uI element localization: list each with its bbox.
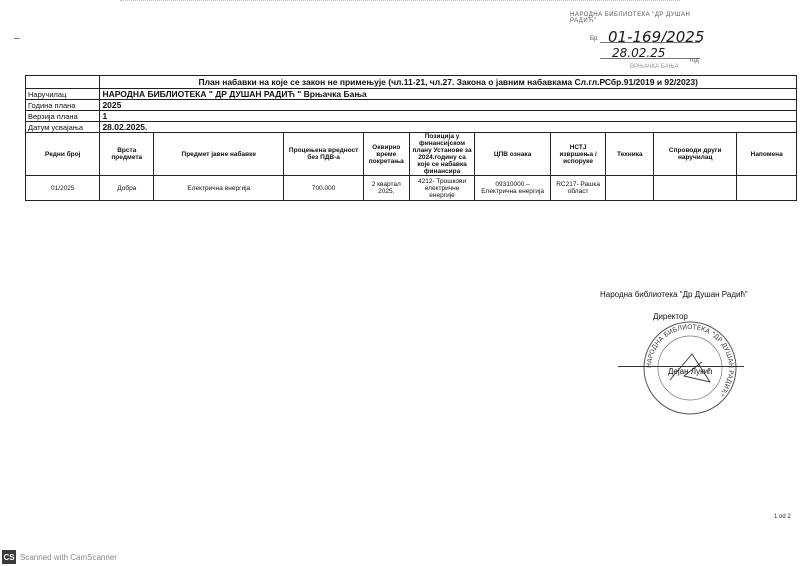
meta-value: НАРОДНА БИБЛИОТЕКА " ДР ДУШАН РАДИЋ " Врњачка Бања (100, 89, 797, 100)
table-cell (737, 176, 797, 201)
table-cell: Добра (100, 176, 154, 201)
plan-title: План набавки на које се закон не примењује (чл.11-21, чл.27. Закона о јавним набавкама Сл.гл.РСбр.91/2019 и 92/2023) (100, 76, 797, 89)
meta-value: 2025 (100, 100, 797, 111)
meta-label: Датум усвајања (26, 122, 100, 133)
column-header: Техника (606, 133, 654, 176)
procurement-plan-table (25, 75, 797, 201)
stamp-number: 01-169/2025 (608, 28, 705, 46)
meta-label: Верзија плана (26, 111, 100, 122)
stamp-city: ВРЊАЧКА БАЊА (630, 64, 679, 70)
stamp-prefix: Бр. (590, 36, 599, 42)
table-cell: 4212- Трошкови електричне енергије (409, 176, 475, 201)
meta-value: 1 (100, 111, 797, 122)
table-header-row (26, 133, 797, 176)
column-header: Редни број (26, 133, 100, 176)
column-header: НСТЈ извршења / испоруке (550, 133, 606, 176)
seal-text: НАРОДНА БИБЛИОТЕКА "ДР ДУШАН РАДИЋ" (644, 322, 736, 398)
table-cell: 01/2025 (26, 176, 100, 201)
stamp-line (600, 58, 700, 59)
table-cell: 09310000 – Електрична енергија (475, 176, 550, 201)
camscanner-logo-icon: CS (2, 550, 16, 564)
title-spacer (26, 76, 100, 89)
table-cell: 2 квартал 2025. (363, 176, 409, 201)
signature-org: Народна библиотека "Др Душан Радић" (600, 290, 748, 299)
scanner-watermark: Scanned with CamScanner (20, 552, 117, 562)
meta-label: Наручилац (26, 89, 100, 100)
column-header: Напомена (737, 133, 797, 176)
dash-mark: – (14, 33, 20, 44)
table-cell: Електрична енергија (154, 176, 284, 201)
scanner-footer (0, 548, 117, 566)
top-edge-line (120, 0, 680, 4)
table-row (26, 176, 797, 201)
signature-role: Директор (653, 312, 688, 321)
column-header: Врста предмета (100, 133, 154, 176)
registry-stamp (560, 6, 710, 70)
column-header: Предмет јавне набавке (154, 133, 284, 176)
stamp-date: 28.02.25 (612, 46, 666, 60)
column-header: Оквирно време покретања (363, 133, 409, 176)
column-header: ЦПВ ознака (475, 133, 550, 176)
stamp-year-suffix: год (690, 58, 699, 64)
column-header: Процењена вредност без ПДВ-а (284, 133, 363, 176)
table-cell: 700.000 (284, 176, 363, 201)
signature-name: Дејан Лукић (668, 367, 713, 376)
stamp-line (600, 42, 700, 43)
column-header: Позиција у финансијском плану Установе за 2024.годину са које се набавка финансира (409, 133, 475, 176)
meta-value: 28.02.2025. (100, 122, 797, 133)
table-cell (654, 176, 737, 201)
page-number: 1 od 2 (774, 514, 791, 520)
meta-label: Година плана (26, 100, 100, 111)
table-cell (606, 176, 654, 201)
column-header: Спроводи други наручилац (654, 133, 737, 176)
stamp-org: НАРОДНА БИБЛИОТЕКА "ДР ДУШАН РАДИЋ" (570, 12, 691, 24)
table-cell: RC217- Рашка област (550, 176, 606, 201)
